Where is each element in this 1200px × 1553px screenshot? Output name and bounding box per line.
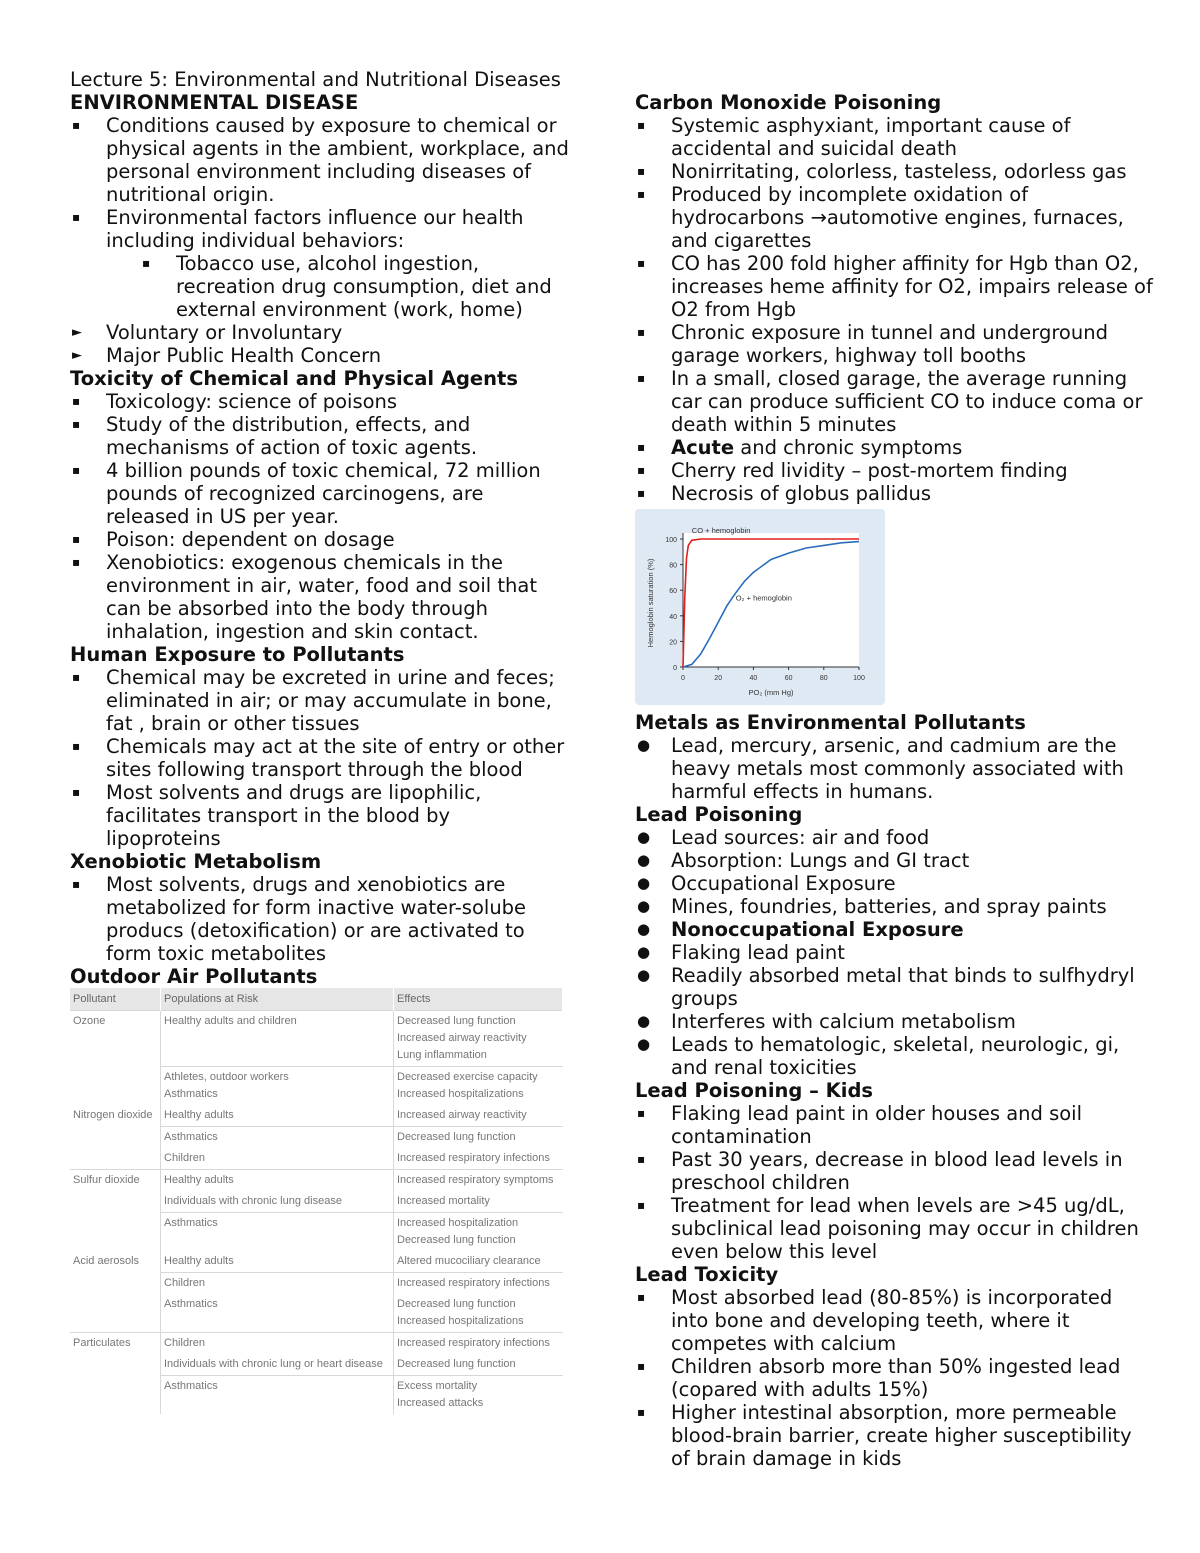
list-item: ● Leads to hematologic, skeletal, neurologic, gi, and renal toxicities (635, 1033, 1155, 1079)
table-row (70, 1170, 563, 1192)
x-tick-label: 40 (749, 675, 758, 682)
table-row (70, 1251, 563, 1273)
list-item: ▪ 4 billion pounds of toxic chemical, 72 million pounds of recognized carcinogens, are released in US per year. (70, 459, 570, 528)
risk-cell: Asthmatics (161, 1376, 394, 1415)
y-tick-label: 100 (665, 537, 677, 544)
effect-line: Decreased lung function (397, 1234, 516, 1246)
metals-heading: Metals as Environmental Pollutants (635, 711, 1026, 734)
effects-cell (394, 1011, 563, 1067)
x-axis-label: PO₂ (mm Hg) (748, 688, 794, 697)
y-tick-label: 20 (669, 639, 677, 647)
list-item: ● Lead, mercury, arsenic, and cadmium are the heavy metals most commonly associated with harmful effects in humans. (635, 734, 1155, 803)
xenobiotic-heading: Xenobiotic Metabolism (70, 850, 322, 873)
list-item: ▪ Most solvents and drugs are lipophilic, facilitates transport in the blood by lipoproteins (70, 781, 570, 850)
effects-cell (394, 1333, 563, 1355)
effect-line: Excess mortality (397, 1380, 478, 1392)
co-list (635, 114, 1155, 505)
risk-cell: Asthmatics (161, 1127, 394, 1149)
effects-cell (394, 1376, 563, 1415)
effects-cell (394, 1213, 563, 1252)
table-header-effects: Effects (394, 988, 563, 1011)
pollutant-cell (70, 1273, 161, 1295)
risk-cell: Healthy adults (161, 1105, 394, 1127)
effect-line: Increased hospitalization (397, 1217, 519, 1229)
air-pollutants-heading: Outdoor Air Pollutants (70, 965, 318, 988)
pollutant-cell: Ozone (70, 1011, 161, 1067)
effect-line: Decreased lung function (397, 1358, 516, 1370)
list-item: ● Nonoccupational Exposure (635, 918, 1155, 941)
list-item: ▪ In a small, closed garage, the average running car can produce sufficient CO to induce coma or death within 5 minutes (635, 367, 1155, 436)
table-body (70, 1011, 563, 1415)
risk-cell: Individuals with chronic lung disease (161, 1191, 394, 1213)
exposure-heading: Human Exposure to Pollutants (70, 643, 405, 666)
list-item: ▪ Xenobiotics: exogenous chemicals in the environment in air, water, food and soil that can be absorbed into the body through inhalation, ingestion and skin contact. (70, 551, 570, 643)
risk-cell: Healthy adults and children (161, 1011, 394, 1067)
y-axis-label: Hemoglobin saturation (%) (646, 558, 655, 648)
list-item: ► Major Public Health Concern (70, 344, 570, 367)
x-tick-label: 60 (784, 675, 793, 682)
x-tick-label: 80 (819, 675, 828, 682)
effect-line: Increased hospitalizations (397, 1315, 524, 1327)
list-item: ▪ Toxicology: science of poisons (70, 390, 570, 413)
effect-line: Decreased lung function (397, 1131, 516, 1143)
list-item: ▪ Environmental factors influence our health including individual behaviors: (70, 206, 570, 252)
effects-cell (394, 1170, 563, 1192)
table-header-risk: Populations at Risk (161, 988, 394, 1011)
pollutant-cell: Acid aerosols (73, 1255, 140, 1267)
table-row (70, 1294, 563, 1333)
y-tick-label: 0 (673, 665, 677, 672)
effects-cell (394, 1191, 563, 1213)
risk-cell: Individuals with chronic lung or heart disease (161, 1354, 394, 1376)
effects-cell (394, 1251, 563, 1273)
left-column (70, 68, 570, 1414)
effect-line: Increased respiratory infections (397, 1152, 550, 1164)
x-tick-label: 0 (681, 675, 685, 682)
list-item: ▪ Necrosis of globus pallidus (635, 482, 1155, 505)
list-item: ▪ Nonirritating, colorless, tasteless, odorless gas (635, 160, 1155, 183)
effects-cell (394, 1354, 563, 1376)
list-item: ▪ Cherry red lividity – post-mortem finding (635, 459, 1155, 482)
table-row (70, 1213, 563, 1252)
pollutant-cell (70, 1213, 161, 1252)
list-item: ▪ Conditions caused by exposure to chemical or physical agents in the ambient, workplace, and personal environment including diseases of nutritional origin. (70, 114, 570, 206)
table-row (70, 1191, 563, 1213)
lecture-title: Lecture 5: Environmental and Nutritional Diseases (70, 68, 561, 91)
pollutant-cell (70, 1148, 161, 1170)
effect-line: Lung inflammation (397, 1049, 487, 1061)
y-tick-label: 80 (669, 562, 677, 570)
effect-line: Decreased lung function (397, 1298, 516, 1310)
risk-cell: Asthmatics (161, 1294, 394, 1333)
lead-kids-heading: Lead Poisoning – Kids (635, 1079, 874, 1102)
table-row (70, 1105, 563, 1127)
toxicity-list (70, 390, 570, 643)
list-item: ● Interferes with calcium metabolism (635, 1010, 1155, 1033)
environmental-disease-heading: ENVIRONMENTAL DISEASE (70, 91, 359, 114)
y-tick-label: 40 (669, 613, 677, 621)
table-row (70, 1148, 563, 1170)
lead-list (635, 826, 1155, 1079)
pollutant-cell (70, 1127, 161, 1149)
list-item: ▪ Produced by incomplete oxidation of hydrocarbons →automotive engines, furnaces, and cigarettes (635, 183, 1155, 252)
effects-cell (394, 1105, 563, 1127)
pollutant-cell: Nitrogen dioxide (73, 1109, 153, 1121)
list-item: ► Voluntary or Involuntary (70, 321, 570, 344)
effects-cell (394, 1148, 563, 1170)
table-row (70, 1333, 563, 1355)
environmental-list (70, 114, 570, 367)
list-item: ▪ Most solvents, drugs and xenobiotics are metabolized for form inactive water-solube producs (detoxification) or are activated to form toxic metabolites (70, 873, 570, 965)
risk-cell: Healthy adults (161, 1170, 394, 1192)
right-column (635, 91, 1155, 1470)
exposure-list (70, 666, 570, 850)
table-row (70, 1354, 563, 1376)
list-item: ▪ Children absorb more than 50% ingested lead (copared with adults 15%) (635, 1355, 1155, 1401)
pollutant-cell (70, 1376, 161, 1415)
effect-line: Increased airway reactivity (397, 1032, 527, 1044)
risk-cell: Children (161, 1273, 394, 1295)
x-tick-label: 20 (714, 675, 723, 682)
kids-list (635, 1102, 1155, 1263)
co-heading: Carbon Monoxide Poisoning (635, 91, 942, 114)
effects-cell (394, 1127, 563, 1149)
lead-toxicity-heading: Lead Toxicity (635, 1263, 779, 1286)
list-item: ● Readily absorbed metal that binds to sulfhydryl groups (635, 964, 1155, 1010)
pollutant-cell (70, 1067, 161, 1106)
chart-svg (635, 509, 885, 705)
effect-line: Increased hospitalizations (397, 1088, 524, 1100)
y-tick-label: 60 (669, 588, 677, 596)
risk-cell: Athletes, outdoor workers Asthmatics (161, 1067, 394, 1106)
list-item: ▪ Poison: dependent on dosage (70, 528, 570, 551)
list-item: ● Absorption: Lungs and GI tract (635, 849, 1155, 872)
list-item: ▪ Systemic asphyxiant, important cause of accidental and suicidal death (635, 114, 1155, 160)
effect-line: Increased mortality (397, 1195, 490, 1207)
effects-cell (394, 1273, 563, 1295)
effect-line: Decreased lung function (397, 1015, 516, 1027)
x-tick-label: 100 (853, 675, 865, 682)
risk-cell: Healthy adults (161, 1251, 394, 1273)
pollutant-cell (70, 1191, 161, 1213)
pollutant-cell: Sulfur dioxide (70, 1170, 161, 1192)
effect-line: Increased airway reactivity (397, 1109, 527, 1121)
table-header-pollutant: Pollutant (70, 988, 161, 1011)
effects-cell (394, 1294, 563, 1333)
effect-line: Decreased exercise capacity (397, 1071, 538, 1083)
list-item: ▪ Most absorbed lead (80-85%) is incorporated into bone and developing teeth, where it competes with calcium (635, 1286, 1155, 1355)
list-item: ● Flaking lead paint (635, 941, 1155, 964)
metals-list (635, 734, 1155, 803)
table-row (70, 1127, 563, 1149)
oxygen-dissociation-chart (635, 509, 885, 705)
list-item: ▪ Higher intestinal absorption, more permeable blood-brain barrier, create higher susceptibility of brain damage in kids (635, 1401, 1155, 1470)
acute-rest: and chronic symptoms (734, 436, 963, 459)
air-pollutants-table (70, 988, 563, 1414)
lead-toxicity-list (635, 1286, 1155, 1470)
list-item: ▪ Flaking lead paint in older houses and soil contamination (635, 1102, 1155, 1148)
effect-line: Increased respiratory symptoms (397, 1174, 554, 1186)
effect-line: Altered mucociliary clearance (397, 1255, 541, 1267)
list-item: ▪ Chemical may be excreted in urine and feces; eliminated in air; or may accumulate in bone, fat , brain or other tissues (70, 666, 570, 735)
risk-cell: Children (161, 1148, 394, 1170)
pollutant-cell (70, 1294, 161, 1333)
list-item: ▪ Treatment for lead when levels are >45 ug/dL, subclinical lead poisoning may occur in children even below this level (635, 1194, 1155, 1263)
series-label-co: CO + hemoglobin (691, 526, 751, 535)
effect-line: Increased respiratory infections (397, 1337, 550, 1349)
table-row (70, 1011, 563, 1067)
table-row (70, 1067, 563, 1106)
series-label-o2: O₂ + hemoglobin (735, 593, 792, 603)
list-item (635, 436, 1155, 459)
table-row (70, 1376, 563, 1415)
lead-poisoning-heading: Lead Poisoning (635, 803, 803, 826)
pollutant-cell (70, 1354, 161, 1376)
toxicity-heading: Toxicity of Chemical and Physical Agents (70, 367, 518, 390)
list-item: ● Occupational Exposure (635, 872, 1155, 895)
pollutant-cell: Particulates (70, 1333, 161, 1355)
risk-cell: Children (161, 1333, 394, 1355)
list-item: ▪ Chemicals may act at the site of entry or other sites following transport through the blood (70, 735, 570, 781)
effect-line: Increased attacks (397, 1397, 484, 1409)
acute-word: Acute (671, 436, 735, 459)
list-item: ▪ Study of the distribution, effects, and mechanisms of action of toxic agents. (70, 413, 570, 459)
effects-cell (394, 1067, 563, 1106)
effect-line: Increased respiratory infections (397, 1277, 550, 1289)
list-item: ▪ Past 30 years, decrease in blood lead levels in preschool children (635, 1148, 1155, 1194)
risk-cell: Asthmatics (161, 1213, 394, 1252)
list-item: ● Mines, foundries, batteries, and spray paints (635, 895, 1155, 918)
list-item: ▪ Tobacco use, alcohol ingestion, recreation drug consumption, diet and external environment (work, home) (70, 252, 570, 321)
list-item: ▪ Chronic exposure in tunnel and underground garage workers, highway toll booths (635, 321, 1155, 367)
list-item: ● Lead sources: air and food (635, 826, 1155, 849)
list-item: ▪ CO has 200 fold higher affinity for Hgb than O2, increases heme affinity for O2, impairs release of O2 from Hgb (635, 252, 1155, 321)
xenobiotic-list (70, 873, 570, 965)
table-row (70, 1273, 563, 1295)
